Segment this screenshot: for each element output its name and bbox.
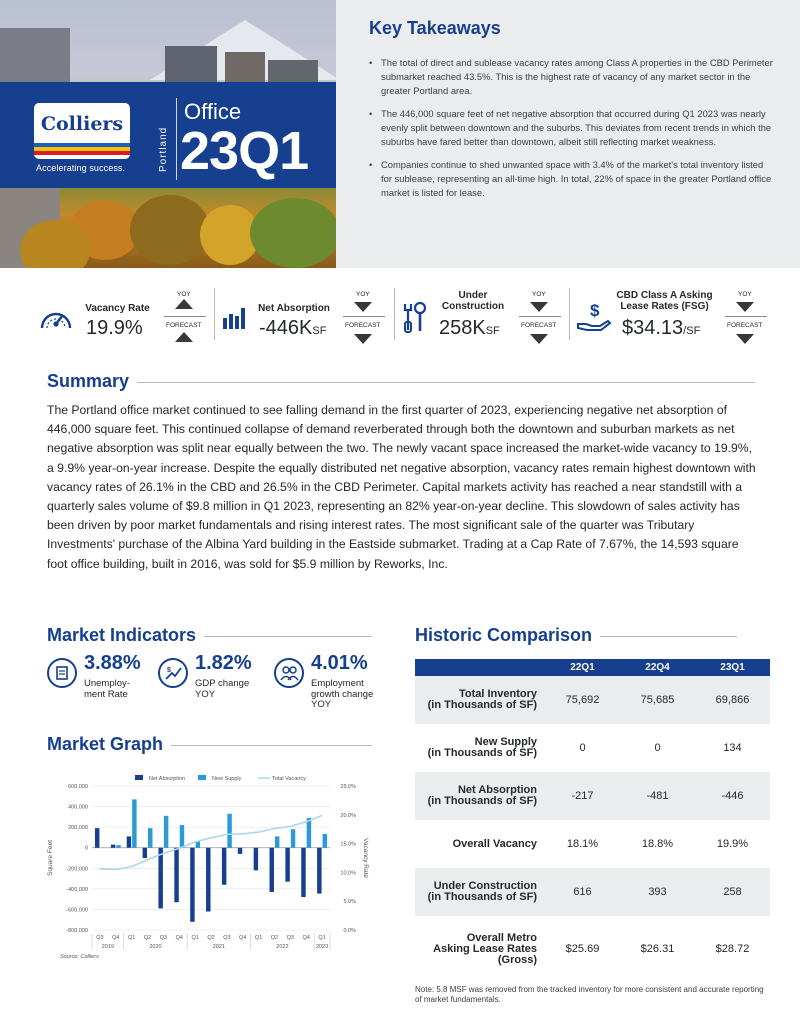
- new-supply-bar: [323, 834, 327, 848]
- net-absorption-bar: [206, 848, 210, 912]
- historic-title: Historic Comparison: [415, 625, 600, 646]
- y-tick-label: 600,000: [68, 784, 88, 790]
- net-absorption-bar: [174, 848, 178, 903]
- key-takeaways-panel: [336, 0, 800, 268]
- period-label: 23Q1: [180, 121, 309, 181]
- indicator-employment: [274, 652, 384, 712]
- table-cell: $28.72: [715, 943, 750, 955]
- stat-arrow-divider: [164, 316, 206, 317]
- table-row: [415, 868, 770, 916]
- net-absorption-bar: [222, 848, 226, 885]
- net-absorption-bar: [270, 848, 274, 892]
- table-row: [415, 772, 770, 820]
- x-tick-label: Q1: [318, 935, 326, 941]
- takeaway-item: • The total of direct and sublease vacancy rates among Class A properties in the CBD Perimeter submarket reached 43.5%. This is the highest rate of vacancy of any market sector in the greater Portland area.: [369, 56, 774, 98]
- net-absorption-bar: [285, 848, 289, 882]
- dollar-hand-icon: [576, 298, 612, 334]
- summary-paragraph: The Portland office market continued to see falling demand in the first quarter of 2023, experiencing negative net absorption of 446,000 square feet. This continued collapse of demand reverberated through both the downtown and suburban markets as net negative absorption was split near equally between the two. The newly vacant space increased the market-wide vacancy to 19.9%, a 9.9% year-on-year increase. Despite the equally distributed net negative absorption, vacancy rates remain highest downtown with vacancy rates of 26.1% in the CBD and 26.5% in the CBD Perimeter. Capital markets activity has reached a near standstill with a quarterly sales volume of $9.8 million in Q1 2023, representing an 82% year-on-year decline. This slowdown of sales activity has been driven by poor market fundamentals and rising interest rates. The most significant sale of the quarter was Tributary Investments' purchase of the Albina Yard building in the Eastside submarket. Trading at a Cap Rate of 7.67%, the 14,593 square foot office building, built in 2016, was sold for $5.9 million by Reworks, Inc.: [47, 403, 756, 571]
- stat-value: $34.13/SF: [622, 317, 701, 339]
- gauge-icon: [38, 302, 74, 334]
- indicator-gdp: [158, 652, 268, 712]
- table-cell: 0: [579, 742, 586, 754]
- forecast-label: FORECAST: [345, 322, 381, 329]
- new-supply-bar: [180, 825, 184, 848]
- net-absorption-bar: [95, 828, 99, 848]
- tree-shape: [130, 195, 210, 265]
- table-row: [415, 724, 770, 772]
- stat-under-construction: [395, 280, 570, 358]
- market-indicators-title: Market Indicators: [47, 625, 204, 646]
- legend-label: Total Vacancy: [272, 776, 306, 782]
- yoy-down-arrow-icon: [736, 302, 754, 312]
- product-label: Office: [184, 99, 242, 124]
- new-supply-bar: [196, 842, 200, 848]
- bar-chart-icon: [221, 304, 249, 330]
- x-tick-label: Q3: [286, 935, 295, 941]
- row-label: Total Inventory (in Thousands of SF): [415, 676, 545, 724]
- x-tick-label: Q4: [112, 935, 120, 941]
- table-row: [415, 916, 770, 982]
- stat-value: 19.9%: [86, 317, 143, 339]
- x-tick-label: Q4: [175, 935, 183, 941]
- colliers-logo: [34, 103, 130, 159]
- y2-tick-label: 10.0%: [340, 870, 356, 877]
- logo-tagline: Accelerating success.: [36, 163, 126, 173]
- new-supply-bar: [132, 799, 136, 847]
- year-label: 2019: [101, 944, 114, 950]
- indicator-label: Employment growth change YOY: [311, 678, 374, 710]
- y-tick-label: -400,000: [66, 886, 88, 893]
- yoy-down-arrow-icon: [530, 302, 548, 312]
- forecast-down-arrow-icon: [736, 334, 754, 344]
- net-absorption-bar: [301, 848, 305, 897]
- indicator-unemployment: [47, 652, 157, 712]
- new-supply-bar: [148, 828, 152, 848]
- tools-icon: [399, 300, 429, 334]
- table-cell: 616: [545, 868, 620, 916]
- hero-image: [0, 0, 336, 268]
- y2-tick-label: 15.0%: [340, 841, 356, 848]
- new-supply-bar: [116, 845, 120, 848]
- header-divider: [176, 98, 177, 180]
- y-tick-label: 200,000: [68, 825, 88, 832]
- stat-value: 258KSF: [439, 317, 500, 339]
- yoy-label: YOY: [738, 291, 752, 298]
- stat-arrow-divider: [343, 316, 385, 317]
- table-cell: 19.9%: [716, 838, 749, 850]
- x-tick-label: Q2: [143, 935, 152, 941]
- legend-swatch: [198, 775, 206, 780]
- y-tick-label: 400,000: [68, 804, 88, 811]
- yoy-down-arrow-icon: [354, 302, 372, 312]
- employment-icon: [274, 658, 304, 688]
- summary-title: Summary: [47, 371, 137, 392]
- table-cell: $26.31: [640, 943, 675, 955]
- net-absorption-bar: [190, 848, 194, 922]
- graph-source: Source: Colliers: [60, 954, 99, 960]
- forecast-label: FORECAST: [727, 322, 763, 329]
- table-cell: -481: [620, 772, 695, 820]
- stat-arrow-divider: [725, 316, 767, 317]
- table-cell: 258: [695, 868, 770, 916]
- x-tick-label: Q3: [96, 935, 104, 941]
- y2-tick-label: 5.0%: [343, 899, 356, 906]
- stat-net-absorption: [215, 280, 395, 358]
- indicator-value: 3.88%: [84, 652, 141, 674]
- y2-tick-label: 20.0%: [340, 812, 356, 819]
- unemployment-icon: [47, 658, 77, 688]
- stat-arrow-divider: [519, 316, 561, 317]
- year-label: 2020: [149, 944, 162, 950]
- table-cell: -446: [695, 772, 770, 820]
- logo-stripe: [34, 151, 130, 155]
- legend-swatch: [135, 775, 143, 780]
- y-tick-label: -800,000: [66, 928, 88, 934]
- x-tick-label: Q1: [191, 935, 199, 941]
- table-cell: 393: [620, 868, 695, 916]
- historic-col-header: 23Q1: [695, 659, 770, 676]
- market-graph-svg: [40, 768, 370, 968]
- building-shape: [0, 28, 70, 90]
- net-absorption-bar: [254, 848, 258, 871]
- svg-text:$: $: [167, 667, 171, 674]
- forecast-down-arrow-icon: [354, 334, 372, 344]
- stat-label: CBD Class A Asking Lease Rates (FSG): [616, 290, 713, 312]
- legend-label: Net Absorption: [149, 776, 186, 782]
- net-absorption-bar: [238, 848, 242, 854]
- indicator-value: 1.82%: [195, 652, 252, 674]
- table-cell: 75,692: [545, 676, 620, 724]
- y-tick-label: -600,000: [66, 907, 88, 914]
- y-tick-label: 0: [84, 845, 88, 852]
- x-tick-label: Q4: [239, 935, 247, 941]
- table-row: [415, 820, 770, 868]
- indicator-value: 4.01%: [311, 652, 368, 674]
- new-supply-bar: [275, 836, 279, 847]
- table-cell: 0: [654, 742, 661, 754]
- legend-label: New Supply: [212, 776, 242, 782]
- forecast-label: FORECAST: [166, 322, 202, 329]
- indicator-label: Unemploy- ment Rate: [84, 678, 130, 700]
- y2-tick-label: 25.0%: [340, 784, 356, 790]
- gdp-icon: [158, 658, 188, 688]
- logo-wordmark: Colliers: [40, 113, 124, 135]
- y-tick-label: -200,000: [66, 866, 88, 873]
- table-cell: $25.69: [565, 943, 600, 955]
- x-tick-label: Q3: [223, 935, 231, 941]
- y2-tick-label: 0.0%: [343, 928, 356, 934]
- key-takeaways-title: Key Takeaways: [369, 18, 501, 38]
- stat-label: Under Construction: [441, 290, 505, 312]
- indicator-label: GDP change YOY: [195, 678, 250, 700]
- historic-col-header: 22Q1: [545, 659, 620, 676]
- historic-col-header: 22Q4: [620, 659, 695, 676]
- yoy-label: YOY: [177, 291, 191, 298]
- forecast-down-arrow-icon: [530, 334, 548, 344]
- stat-cbd-lease-rates: [570, 280, 800, 358]
- x-tick-label: Q3: [159, 935, 168, 941]
- yoy-up-arrow-icon: [175, 299, 193, 309]
- new-supply-bar: [291, 829, 295, 848]
- net-absorption-bar: [127, 836, 131, 847]
- row-label: Under Construction (in Thousands of SF): [415, 868, 545, 916]
- x-tick-label: Q2: [270, 935, 279, 941]
- year-label: 2022: [276, 944, 289, 950]
- key-takeaways-list: [369, 56, 774, 209]
- row-label: Overall Metro Asking Lease Rates (Gross): [433, 931, 537, 966]
- table-cell: 75,685: [620, 676, 695, 724]
- takeaway-item: • Companies continue to shed unwanted space with 3.4% of the market's total inventory listed for sublease, representing an all-time high. In total, 22% of space in the greater Portland office market is listed for lease.: [369, 158, 774, 200]
- stat-vacancy-rate: [0, 280, 215, 358]
- stats-strip: [0, 280, 800, 358]
- table-cell: 69,866: [695, 676, 770, 724]
- new-supply-bar: [164, 816, 168, 848]
- net-absorption-bar: [317, 848, 321, 894]
- historic-table: [415, 659, 770, 982]
- year-label: 2023: [315, 944, 329, 950]
- x-tick-label: Q2: [207, 935, 215, 941]
- forecast-up-arrow-icon: [175, 332, 193, 342]
- market-graph-title: Market Graph: [47, 734, 171, 755]
- row-label: New Supply (in Thousands of SF): [427, 736, 537, 759]
- table-cell: 18.8%: [641, 838, 674, 850]
- new-supply-bar: [227, 814, 231, 848]
- x-tick-label: Q4: [302, 935, 310, 941]
- table-cell: -217: [545, 772, 620, 820]
- tree-shape: [250, 198, 336, 268]
- x-tick-label: Q1: [254, 935, 263, 941]
- x-tick-label: Q1: [127, 935, 136, 941]
- yoy-label: YOY: [356, 291, 370, 298]
- summary-rule: [47, 382, 755, 383]
- y-axis-title: Square Feet: [47, 840, 54, 876]
- table-row: [415, 676, 770, 724]
- historic-note: Note: 5.8 MSF was removed from the tracked inventory for more consistent and accurate reporting of market fundamentals.: [415, 985, 764, 1004]
- row-label: Net Absorption (in Thousands of SF): [415, 772, 545, 820]
- year-label: 2021: [212, 944, 226, 950]
- historic-col-header: [415, 659, 545, 676]
- table-cell: 134: [723, 742, 742, 754]
- table-cell: 18.1%: [566, 838, 599, 850]
- row-label: Overall Vacancy: [452, 837, 537, 850]
- city-label: Portland: [158, 126, 169, 172]
- takeaway-item: • The 446,000 square feet of net negative absorption that occurred during Q1 2023 was nearly evenly split between downtown and the suburbs. This deviates from recent trends in which the suburbs have fared better than downtown, albeit still reflecting market weakness.: [369, 107, 774, 149]
- new-supply-bar: [307, 818, 311, 848]
- net-absorption-bar: [111, 845, 115, 848]
- stat-label: Net Absorption: [258, 303, 330, 314]
- net-absorption-bar: [143, 848, 147, 858]
- market-graph: [40, 768, 370, 968]
- yoy-label: YOY: [532, 291, 546, 298]
- stat-label: Vacancy Rate: [85, 303, 150, 314]
- forecast-label: FORECAST: [521, 322, 557, 329]
- stat-value: -446KSF: [259, 317, 327, 339]
- historic-header-row: [415, 659, 770, 676]
- net-absorption-bar: [158, 848, 162, 909]
- y2-axis-title: Vacancy Rate: [362, 838, 369, 878]
- svg-text:$: $: [590, 301, 600, 320]
